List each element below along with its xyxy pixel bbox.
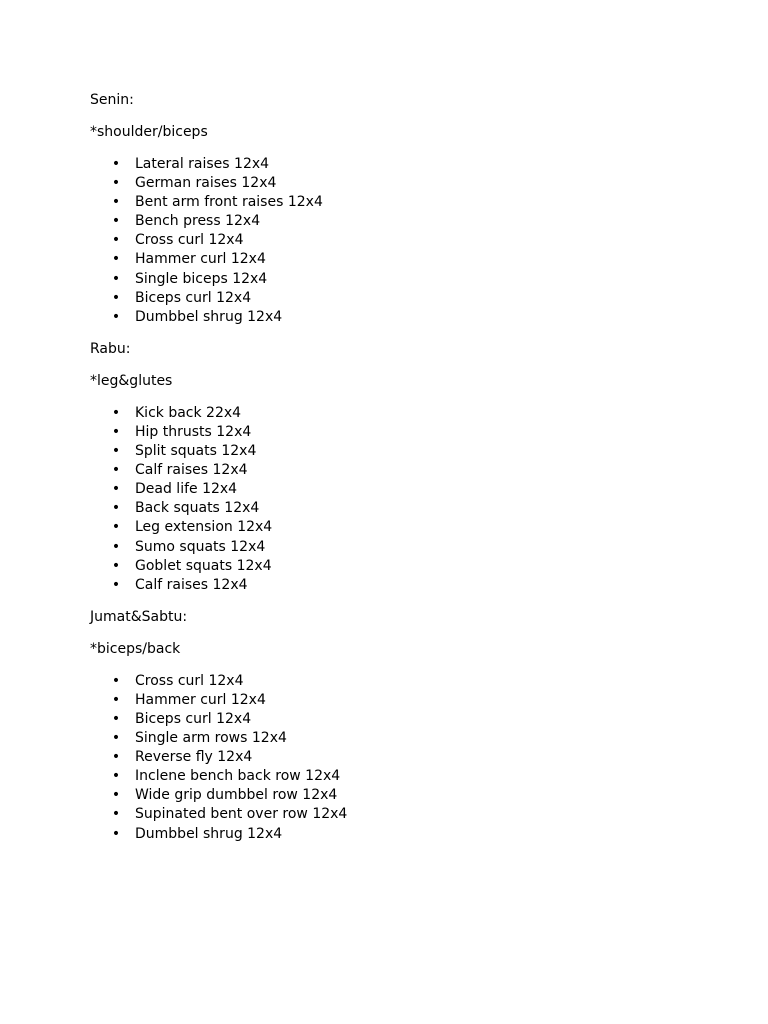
focus-heading: *leg&glutes [90,372,173,389]
exercise-label: Bent arm front raises 12x4 [135,194,323,211]
bullet-icon: • [111,462,121,479]
exercise-label: Hammer curl 12x4 [135,251,266,268]
list-item [90,499,690,518]
list-item [90,308,690,327]
list-item [90,729,690,748]
bullet-icon: • [111,691,121,708]
bullet-icon: • [111,251,121,268]
exercise-label: Biceps curl 12x4 [135,710,252,727]
list-item [90,442,690,461]
list-item [90,786,690,805]
list-item [90,538,690,557]
list-item [90,672,690,691]
list-item [90,270,690,289]
bullet-icon: • [111,213,121,230]
exercise-list [90,672,690,844]
list-item [90,250,690,269]
list-item [90,289,690,308]
exercise-label: Single biceps 12x4 [135,270,268,287]
list-item [90,576,690,595]
document-page [90,91,690,844]
exercise-label: Kick back 22x4 [135,404,242,421]
exercise-label: Inclene bench back row 12x4 [135,768,341,785]
list-item [90,710,690,729]
bullet-icon: • [111,557,121,574]
bullet-icon: • [111,730,121,747]
workout-section-jumat-sabtu [90,608,690,844]
exercise-label: Leg extension 12x4 [135,519,273,536]
list-item [90,174,690,193]
day-heading: Rabu: [90,340,131,357]
exercise-label: Biceps curl 12x4 [135,289,252,306]
exercise-label: Hip thrusts 12x4 [135,423,252,440]
exercise-label: Dumbbel shrug 12x4 [135,308,283,325]
bullet-icon: • [111,308,121,325]
day-heading: Senin: [90,92,134,108]
list-item [90,518,690,537]
bullet-icon: • [111,443,121,460]
list-item [90,691,690,710]
list-item [90,805,690,824]
bullet-icon: • [111,270,121,287]
bullet-icon: • [111,500,121,517]
list-item [90,748,690,767]
bullet-icon: • [111,749,121,766]
bullet-icon: • [111,768,121,785]
exercise-label: Supinated bent over row 12x4 [135,806,348,823]
list-item [90,480,690,499]
bullet-icon: • [111,289,121,306]
exercise-list [90,404,690,595]
focus-heading: *shoulder/biceps [90,124,208,140]
exercise-label: Reverse fly 12x4 [135,749,253,766]
bullet-icon: • [111,806,121,823]
list-item [90,155,690,174]
bullet-icon: • [111,423,121,440]
list-item [90,557,690,576]
exercise-label: Calf raises 12x4 [135,462,248,479]
exercise-label: Calf raises 12x4 [135,576,248,593]
bullet-icon: • [111,538,121,555]
list-item [90,231,690,250]
list-item [90,404,690,423]
exercise-label: Cross curl 12x4 [135,672,244,689]
bullet-icon: • [111,576,121,593]
exercise-list [90,155,690,327]
exercise-label: German raises 12x4 [135,175,277,192]
exercise-label: Cross curl 12x4 [135,232,244,249]
list-item [90,767,690,786]
exercise-label: Dead life 12x4 [135,481,238,498]
bullet-icon: • [111,710,121,727]
bullet-icon: • [111,194,121,211]
bullet-icon: • [111,232,121,249]
list-item [90,825,690,844]
list-item [90,461,690,480]
bullet-icon: • [111,672,121,689]
exercise-label: Goblet squats 12x4 [135,557,272,574]
workout-section-senin [90,91,690,327]
bullet-icon: • [111,175,121,192]
bullet-icon: • [111,825,121,842]
day-heading: Jumat&Sabtu: [90,608,188,625]
list-item [90,193,690,212]
list-item [90,423,690,442]
list-item [90,212,690,231]
focus-heading: *biceps/back [90,640,181,657]
exercise-label: Wide grip dumbbel row 12x4 [135,787,338,804]
bullet-icon: • [111,156,121,172]
exercise-label: Sumo squats 12x4 [135,538,266,555]
bullet-icon: • [111,481,121,498]
exercise-label: Lateral raises 12x4 [135,156,270,172]
exercise-label: Hammer curl 12x4 [135,691,266,708]
exercise-label: Dumbbel shrug 12x4 [135,825,283,842]
bullet-icon: • [111,787,121,804]
exercise-label: Bench press 12x4 [135,213,261,230]
workout-section-rabu [90,340,690,595]
exercise-label: Back squats 12x4 [135,500,260,517]
exercise-label: Split squats 12x4 [135,443,257,460]
exercise-label: Single arm rows 12x4 [135,730,287,747]
bullet-icon: • [111,404,121,421]
bullet-icon: • [111,519,121,536]
